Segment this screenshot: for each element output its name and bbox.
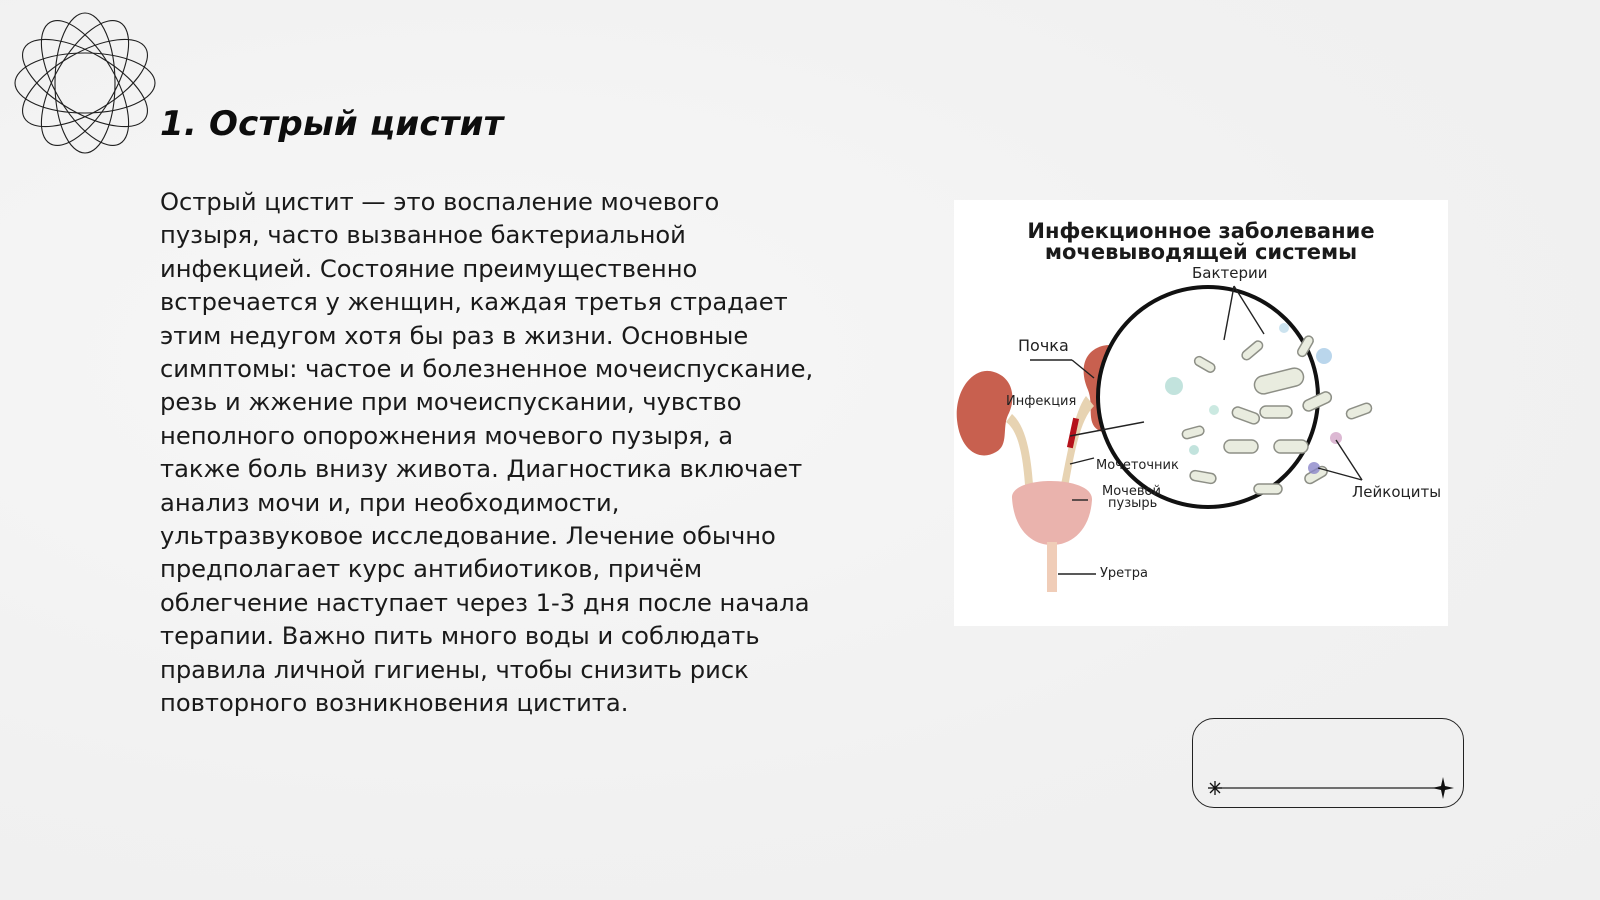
- bacteria-label: Бактерии: [1192, 264, 1268, 282]
- urinary-infection-diagram: [954, 200, 1448, 626]
- four-point-star-icon: [1432, 777, 1454, 799]
- urethra-shape: [1047, 542, 1057, 592]
- bacterium: [1224, 440, 1258, 453]
- bacterium: [1345, 402, 1373, 420]
- bladder-label-line2: пузырь: [1108, 496, 1158, 511]
- bacterium: [1274, 440, 1308, 453]
- bladder-shape: [1012, 481, 1092, 545]
- leukocyte: [1316, 348, 1332, 364]
- orbit-rings-icon: [10, 8, 160, 158]
- ureter-label: Мочеточник: [1096, 458, 1179, 473]
- diagram-title-line1: Инфекционное заболевание: [1027, 219, 1375, 243]
- sparkle-icon: [1208, 781, 1222, 795]
- leukocyte: [1189, 445, 1199, 455]
- leukocyte: [1165, 377, 1183, 395]
- bladder-label-line1: Мочевой: [1102, 484, 1161, 499]
- leukocyte: [1330, 432, 1342, 444]
- leukocyte: [1209, 405, 1219, 415]
- timeline-line: [1193, 719, 1465, 809]
- body-paragraph: Острый цистит — это воспаление мочевого пузыря, часто вызванное бактериальной инфекцией. Состояние преимущественно встречается у женщин, каждая третья страдает этим недугом хотя бы раз в жизни. Основные симптомы: частое и болезненное мочеиспускание, резь и жжение при мочеиспускании, чувство неполного опорожнения мочевого пузыря, а также боль внизу живота. Диагностика включает анализ мочи и, при необходимости, ультразвуковое исследование. Лечение обычно предполагает курс антибиотиков, причём облегчение наступает через 1-3 дня после начала терапии. Важно пить много воды и соблюдать правила личной гигиены, чтобы снизить риск повторного возникновения цистита.: [160, 188, 814, 718]
- infection-label: Инфекция: [1006, 394, 1077, 409]
- left-kidney-shape: [957, 371, 1013, 456]
- diagram-title-line2: мочевыводящей системы: [1044, 240, 1358, 264]
- bacterium: [1260, 406, 1292, 418]
- kidney-label: Почка: [1018, 336, 1069, 355]
- leukocytes-label: Лейкоциты: [1352, 483, 1442, 501]
- bacterium: [1254, 484, 1282, 494]
- leukocyte: [1279, 323, 1289, 333]
- slide-title: 1. Острый цистит: [160, 104, 504, 144]
- urethra-label: Уретра: [1100, 566, 1148, 581]
- timeline-decor-box: [1192, 718, 1464, 808]
